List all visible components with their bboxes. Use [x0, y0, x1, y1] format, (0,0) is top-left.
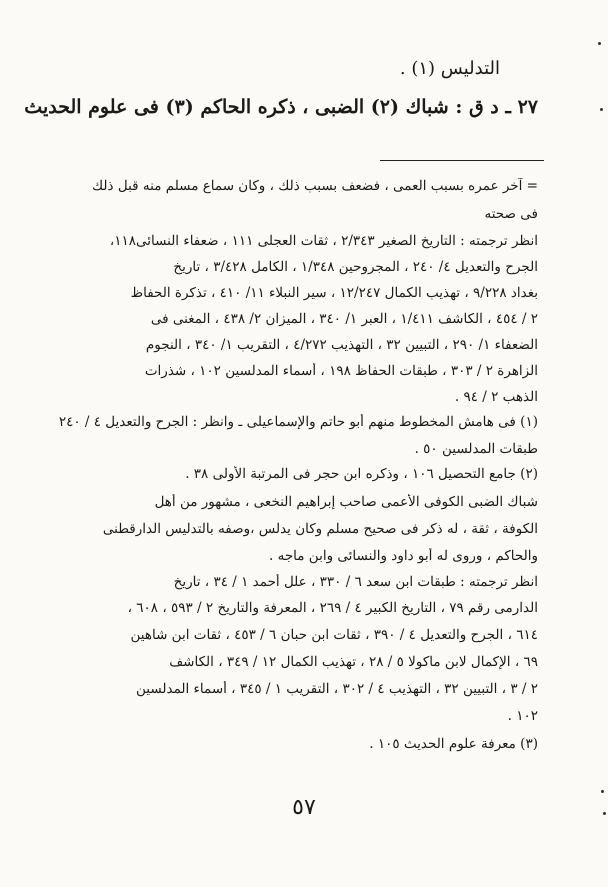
footnote-3: (٣) معرفة علوم الحديث ١٠٥ .	[369, 736, 538, 752]
footnote-line: الجرح والتعديل ٤/ ٢٤٠ ، المجروحين ١/٣٤٨ ، الكامل ٣/٤٢٨ ، تاريخ	[173, 259, 538, 275]
entry-27-heading: ٢٧ ـ د ق : شباك (٢) الضبى ، ذكره الحاكم (٣) فى علوم الحديث	[24, 96, 538, 118]
footnote-line: الدارمى رقم ٧٩ ، التاريخ الكبير ٤ / ٢٦٩ ، المعرفة والتاريخ ٢ / ٥٩٣ ، ٦٠٨ ،	[127, 600, 538, 616]
scan-speck	[598, 42, 601, 45]
footnote-line: = آخر عمره بسبب العمى ، فضعف بسبب ذلك ، وكان سماع مسلم منه قبل ذلك	[92, 178, 538, 194]
scan-speck	[603, 812, 606, 815]
scan-speck	[600, 108, 603, 111]
footnote-line: ٢ / ٤٥٤ ، الكاشف ١/٤١١ ، العبر ١/ ٣٤٠ ، الميزان ٢/ ٤٣٨ ، المغنى فى	[150, 311, 538, 327]
footnote-line: انظر ترجمته : طبقات ابن سعد ٦ / ٣٣٠ ، علل أحمد ١ / ٣٤ ، تاريخ	[173, 574, 538, 590]
footnote-line: والحاكم ، وروى له أبو داود والنسائى وابن ماجه .	[269, 548, 538, 564]
footnote-line: طبقات المدلسين ٥٠ .	[414, 441, 538, 457]
main-text-line-1: التدليس (١) .	[399, 58, 500, 79]
scan-speck	[601, 790, 604, 793]
footnote-line: ٢ / ٣ ، التبيين ٣٢ ، التهذيب ٤ / ٣٠٢ ، التقريب ١ / ٣٤٥ ، أسماء المدلسين	[136, 681, 538, 697]
footnote-1: (١) فى هامش المخطوط منهم أبو حاتم والإسماعيلى ـ وانظر : الجرح والتعديل ٤ / ٢٤٠	[58, 414, 538, 430]
footnote-line: فى صحته	[484, 206, 538, 222]
footnote-line: بغداد ٩/٢٢٨ ، تهذيب الكمال ١٢/٢٤٧ ، سير النبلاء ١١/ ٤١٠ ، تذكرة الحفاظ	[130, 285, 538, 301]
footnote-line: ٦٩ ، الإكمال لابن ماكولا ٥ / ٢٨ ، تهذيب الكمال ١٢ / ٣٤٩ ، الكاشف	[169, 654, 538, 670]
footnote-2: (٢) جامع التحصيل ١٠٦ ، وذكره ابن حجر فى المرتبة الأولى ٣٨ .	[185, 466, 538, 482]
footnote-line: الزاهرة ٢ / ٣٠٣ ، طبقات الحفاظ ١٩٨ ، أسماء المدلسين ١٠٢ ، شذرات	[144, 363, 538, 379]
footnote-line: الضعفاء ١/ ٢٩٠ ، التبيين ٣٢ ، التهذيب ٤/٢٧٢ ، التقريب ١/ ٣٤٠ ، النجوم	[145, 337, 538, 353]
footnote-separator	[380, 160, 544, 161]
footnote-line: الكوفة ، ثقة ، له ذكر فى صحيح مسلم وكان يدلس ،وصفه بالتدليس الدارقطنى	[102, 521, 538, 537]
page-number: ٥٧	[292, 795, 316, 820]
footnote-line: انظر ترجمته : التاريخ الصغير ٢/٣٤٣ ، ثقات العجلى ١١١ ، ضعفاء النسائى١١٨،	[109, 233, 538, 249]
footnote-line: ١٠٢ .	[507, 708, 538, 724]
footnote-line: ٦١٤ ، الجرح والتعديل ٤ / ٣٩٠ ، ثقات ابن حبان ٦ / ٤٥٣ ، ثقات ابن شاهين	[130, 627, 538, 643]
footnote-line: الذهب ٢ / ٩٤ .	[454, 389, 538, 405]
footnote-line: شباك الضبى الكوفى الأعمى صاحب إبراهيم النخعى ، مشهور من أهل	[154, 494, 538, 510]
